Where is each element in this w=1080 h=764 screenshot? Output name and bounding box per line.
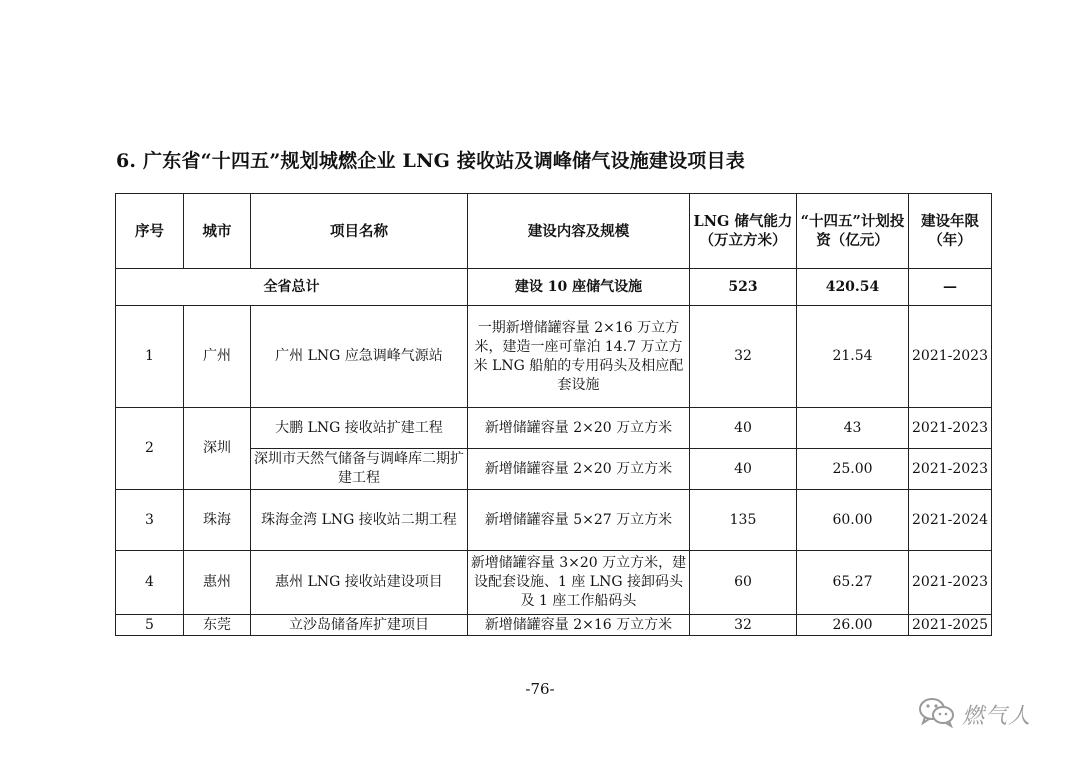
header-no: 序号 <box>116 194 184 269</box>
row-city: 广州 <box>184 306 251 408</box>
row-investment: 26.00 <box>797 615 909 636</box>
table-row <box>116 490 992 551</box>
row-content: 新增储罐容量 2×16 万立方米 <box>468 615 690 636</box>
row-project-name: 立沙岛储备库扩建项目 <box>251 615 468 636</box>
row-project-name: 惠州 LNG 接收站建设项目 <box>251 551 468 615</box>
row-capacity: 60 <box>690 551 797 615</box>
row-city: 惠州 <box>184 551 251 615</box>
table-row <box>116 551 992 615</box>
header-city: 城市 <box>184 194 251 269</box>
row-project-name: 大鹏 LNG 接收站扩建工程 <box>251 408 468 449</box>
header-capacity: LNG 储气能力（万立方米） <box>690 194 797 269</box>
total-content: 建设 10 座储气设施 <box>468 269 690 306</box>
header-years: 建设年限（年） <box>909 194 992 269</box>
row-investment: 21.54 <box>797 306 909 408</box>
header-content: 建设内容及规模 <box>468 194 690 269</box>
row-no: 2 <box>116 408 184 490</box>
watermark <box>918 694 1031 734</box>
row-years: 2021-2023 <box>909 306 992 408</box>
header-project-name: 项目名称 <box>251 194 468 269</box>
row-content: 新增储罐容量 2×20 万立方米 <box>468 449 690 490</box>
page-title: 6. 广东省“十四五”规划城燃企业 LNG 接收站及调峰储气设施建设项目表 <box>116 150 745 172</box>
row-project-name: 广州 LNG 应急调峰气源站 <box>251 306 468 408</box>
total-capacity: 523 <box>690 269 797 306</box>
total-investment: 420.54 <box>797 269 909 306</box>
row-content: 新增储罐容量 2×20 万立方米 <box>468 408 690 449</box>
row-project-name: 深圳市天然气储备与调峰库二期扩建工程 <box>251 449 468 490</box>
table-row <box>116 306 992 408</box>
page-number: -76- <box>525 680 555 698</box>
row-city: 东莞 <box>184 615 251 636</box>
row-no: 1 <box>116 306 184 408</box>
row-no: 5 <box>116 615 184 636</box>
row-capacity: 40 <box>690 449 797 490</box>
table-row <box>116 408 992 449</box>
header-investment: “十四五”计划投资（亿元） <box>797 194 909 269</box>
row-city: 珠海 <box>184 490 251 551</box>
total-years: — <box>909 269 992 306</box>
row-project-name: 珠海金湾 LNG 接收站二期工程 <box>251 490 468 551</box>
row-content: 一期新增储罐容量 2×16 万立方米，建造一座可靠泊 14.7 万立方米 LNG 船舶的专用码头及相应配套设施 <box>468 306 690 408</box>
table-row <box>116 615 992 636</box>
row-city: 深圳 <box>184 408 251 490</box>
total-label: 全省总计 <box>116 269 468 306</box>
row-capacity: 32 <box>690 306 797 408</box>
row-years: 2021-2023 <box>909 408 992 449</box>
row-no: 4 <box>116 551 184 615</box>
row-years: 2021-2023 <box>909 551 992 615</box>
wechat-icon <box>918 696 956 732</box>
row-no: 3 <box>116 490 184 551</box>
row-content: 新增储罐容量 3×20 万立方米，建设配套设施、1 座 LNG 接卸码头及 1 座工作船码头 <box>468 551 690 615</box>
row-investment: 65.27 <box>797 551 909 615</box>
row-capacity: 135 <box>690 490 797 551</box>
row-investment: 60.00 <box>797 490 909 551</box>
project-table <box>115 193 992 636</box>
row-content: 新增储罐容量 5×27 万立方米 <box>468 490 690 551</box>
row-years: 2021-2024 <box>909 490 992 551</box>
row-years: 2021-2025 <box>909 615 992 636</box>
row-capacity: 40 <box>690 408 797 449</box>
table-header-row <box>116 194 992 269</box>
row-investment: 25.00 <box>797 449 909 490</box>
watermark-text: 燃气人 <box>962 703 1032 729</box>
row-investment: 43 <box>797 408 909 449</box>
total-row <box>116 269 992 306</box>
row-capacity: 32 <box>690 615 797 636</box>
row-years: 2021-2023 <box>909 449 992 490</box>
